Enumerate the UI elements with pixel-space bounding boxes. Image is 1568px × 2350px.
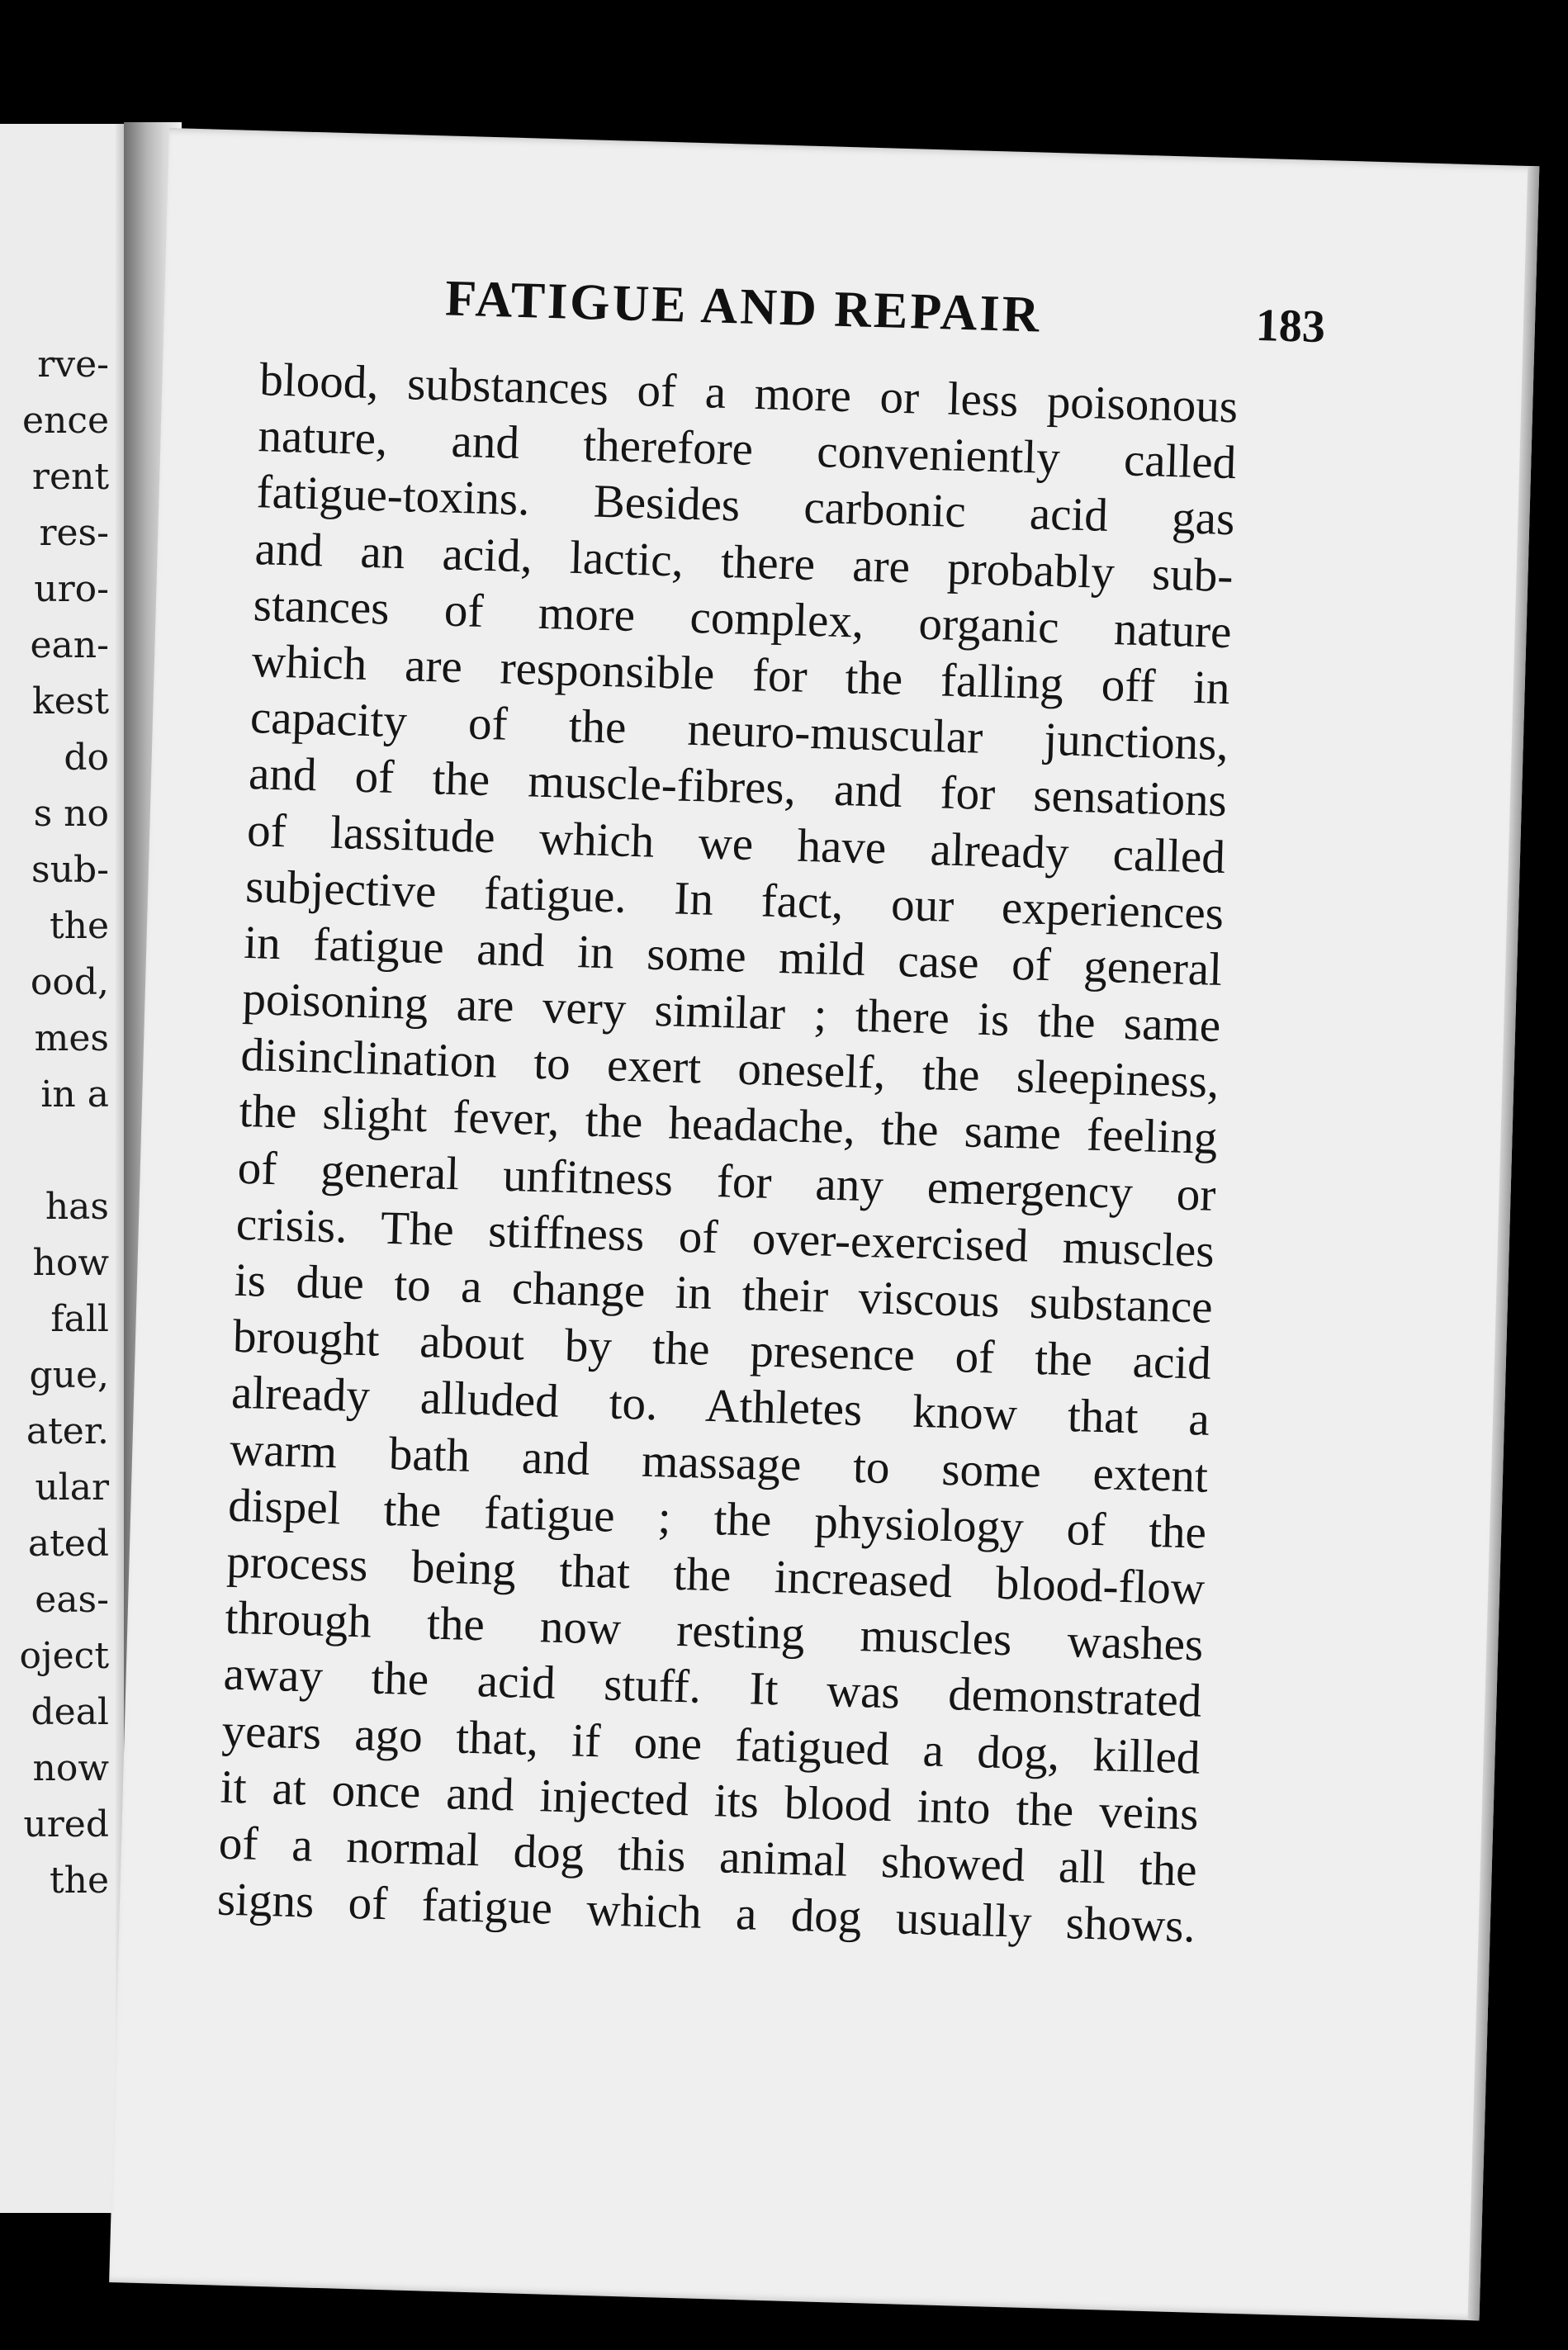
- text-line: subjective fatigue. In fact, our experiences: [244, 860, 1225, 940]
- text-line: stances of more complex, organic nature: [253, 578, 1233, 658]
- text-line: process being that the increased blood-flow: [225, 1535, 1206, 1615]
- text-line: brought about by the presence of the acid: [232, 1310, 1212, 1390]
- book-page: [109, 128, 1539, 2320]
- text-line: of lassitude which we have already called: [246, 803, 1226, 884]
- previous-page-line: ated: [27, 1523, 109, 1565]
- previous-page-line: deal: [31, 1691, 109, 1733]
- previous-page-line: the: [49, 1860, 109, 1902]
- previous-page-line: oject: [19, 1635, 109, 1677]
- page-edge: [1467, 166, 1539, 2320]
- previous-page-line: res-: [39, 512, 109, 554]
- text-line: disinclination to exert oneself, the sleepiness,: [239, 1029, 1220, 1109]
- text-line: and of the muscle-fibres, and for sensations: [248, 747, 1228, 827]
- text-line: years ago that, if one fatigued a dog, killed: [220, 1704, 1201, 1784]
- text-line: the slight fever, the headache, the same feeling: [238, 1085, 1219, 1165]
- page-number: 183: [1254, 299, 1326, 353]
- text-line: which are responsible for the falling off in: [251, 634, 1231, 715]
- previous-page-line: rve-: [37, 343, 109, 386]
- text-line: warm bath and massage to some extent: [229, 1423, 1209, 1503]
- text-line: in fatigue and in some mild case of general: [243, 916, 1223, 996]
- previous-page-line: rent: [31, 456, 109, 498]
- previous-page-line: in a: [40, 1073, 109, 1116]
- previous-page-line: ured: [23, 1803, 109, 1845]
- text-line: it at once and injected its blood into the veins: [220, 1760, 1200, 1841]
- text-line: nature, and therefore conveniently called: [257, 410, 1238, 490]
- text-line: and an acid, lactic, there are probably sub-: [253, 522, 1234, 602]
- previous-page-line: sub-: [31, 849, 109, 891]
- previous-page-line: [20, 1123, 110, 1179]
- previous-page-line: kest: [32, 680, 109, 723]
- text-line: is due to a change in their viscous substance: [234, 1253, 1214, 1334]
- text-line: poisoning are very similar ; there is the same: [241, 972, 1222, 1053]
- previous-page-line: uro-: [34, 568, 109, 610]
- text-line: dispel the fatigue ; the physiology of the: [227, 1479, 1207, 1559]
- previous-page-line: do: [64, 737, 109, 779]
- text-line: through the now resting muscles washes: [224, 1591, 1205, 1671]
- previous-page-line: ular: [35, 1466, 109, 1509]
- text-line: blood, substances of a more or less poisonous: [258, 353, 1239, 434]
- previous-page-line: ean-: [30, 624, 109, 666]
- previous-page-line: how: [32, 1242, 109, 1284]
- text-line: already alluded to. Athletes know that a: [230, 1367, 1210, 1447]
- page-body-text: [216, 352, 1239, 1955]
- previous-page-line: s no: [33, 793, 109, 835]
- running-head: FATIGUE AND REPAIR: [444, 270, 1043, 343]
- previous-page-line: eas-: [35, 1579, 109, 1621]
- previous-page-line: mes: [34, 1017, 109, 1059]
- previous-page-line: now: [32, 1747, 109, 1789]
- text-line: capacity of the neuro-muscular junctions,: [249, 691, 1229, 771]
- text-line: fatigue-toxins. Besides carbonic acid gas: [255, 466, 1236, 546]
- previous-page-line: ood,: [30, 961, 109, 1003]
- text-line: away the acid stuff. It was demonstrated: [222, 1647, 1203, 1727]
- previous-page-line: gue,: [29, 1354, 109, 1396]
- text-line: crisis. The stiffness of over-exercised muscles: [235, 1197, 1215, 1277]
- previous-page-line: ater.: [26, 1410, 109, 1452]
- text-line: signs of fatigue which a dog usually shows.: [216, 1873, 1196, 1953]
- text-line: of a normal dog this animal showed all the: [218, 1817, 1198, 1897]
- text-line: of general unfitness for any emergency or: [237, 1141, 1217, 1221]
- previous-page-line: has: [45, 1186, 109, 1228]
- previous-page-line: the: [49, 905, 109, 947]
- previous-page-text: [20, 337, 110, 1909]
- previous-page-line: fall: [50, 1298, 109, 1340]
- previous-page-line: ence: [21, 400, 109, 442]
